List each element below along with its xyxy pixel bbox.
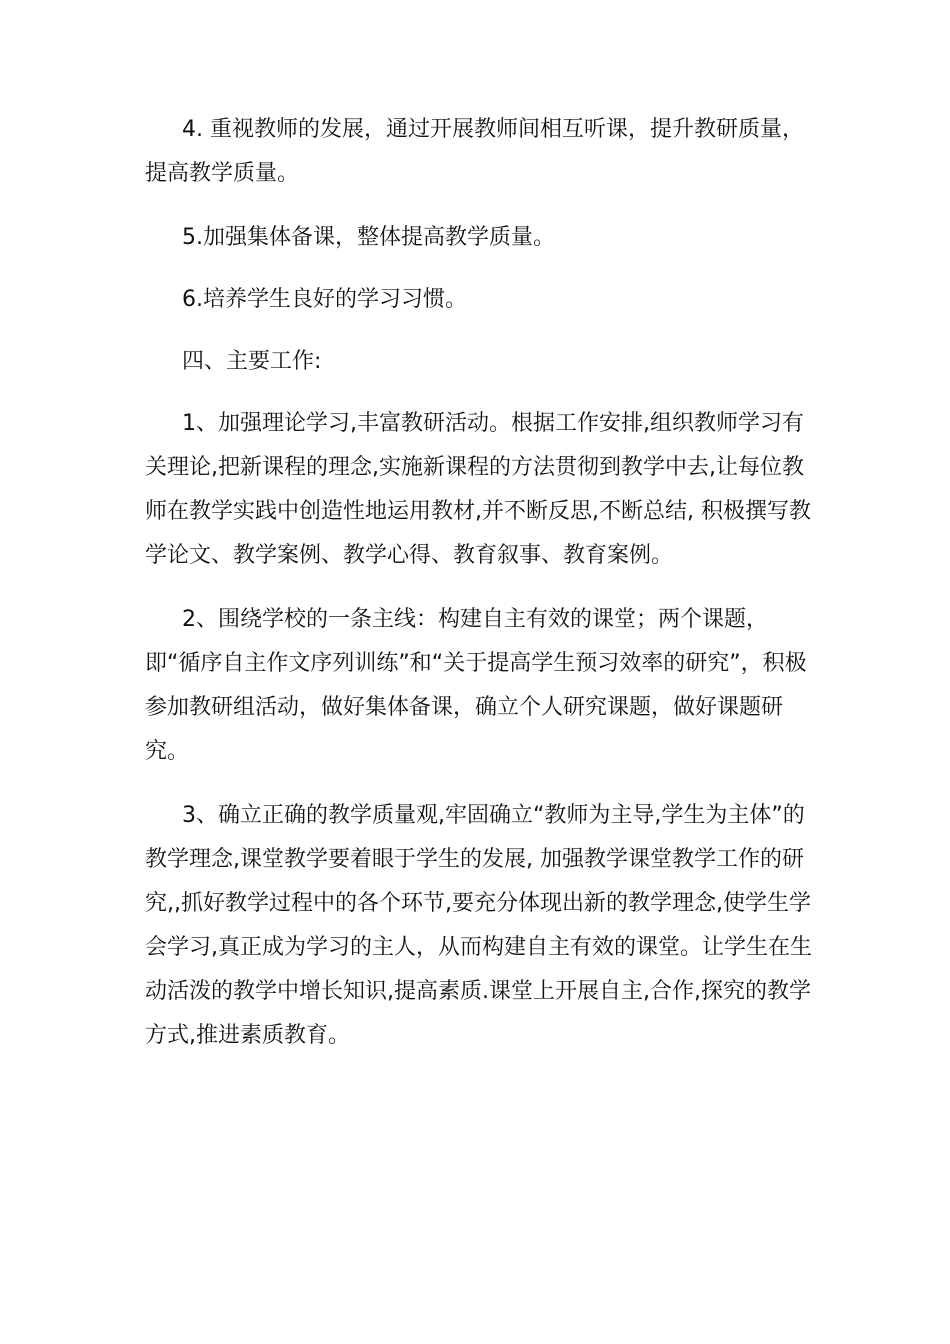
work-item-3: 3、确立正确的教学质量观,牢固确立“教师为主导,学生为主体”的教学理念,课堂教学要着眼于学生的发展, 加强教学课堂教学工作的研究,,抓好教学过程中的各个环节,要充分体现出新的教学理念,使学生学会学习,真正成为学习的主人，从而构建自主有效的课堂。让学生在生动活泼的教学中增长知识,提高素质.课堂上开展自主,合作,探究的教学方式,推进素质教育。 xyxy=(145,803,812,1048)
paragraph-item-5: 5.加强集体备课，整体提高教学质量。 xyxy=(182,225,555,250)
work-item-2: 2、围绕学校的一条主线：构建自主有效的课堂；两个课题，即“循序自主作文序列训练”和“关于提高学生预习效率的研究”，积极参加教研组活动，做好集体备课，确立个人研究课题，做好课题研究。 xyxy=(145,607,807,764)
section-heading-main-work: 四、主要工作: xyxy=(182,349,322,374)
paragraph-item-6: 6.培养学生良好的学习习惯。 xyxy=(182,287,467,312)
paragraph-item-4: 4. 重视教师的发展，通过开展教师间相互听课，提升教研质量，提高教学质量。 xyxy=(145,117,804,186)
work-item-1: 1、加强理论学习,丰富教研活动。根据工作安排,组织教师学习有关理论,把新课程的理念,实施新课程的方法贯彻到教学中去,让每位教师在教学实践中创造性地运用教材,并不断反思,不断总结, 积极撰写教学论文、教学案例、教学心得、教育叙事、教育案例。 xyxy=(145,411,811,568)
document-body xyxy=(145,108,813,1078)
